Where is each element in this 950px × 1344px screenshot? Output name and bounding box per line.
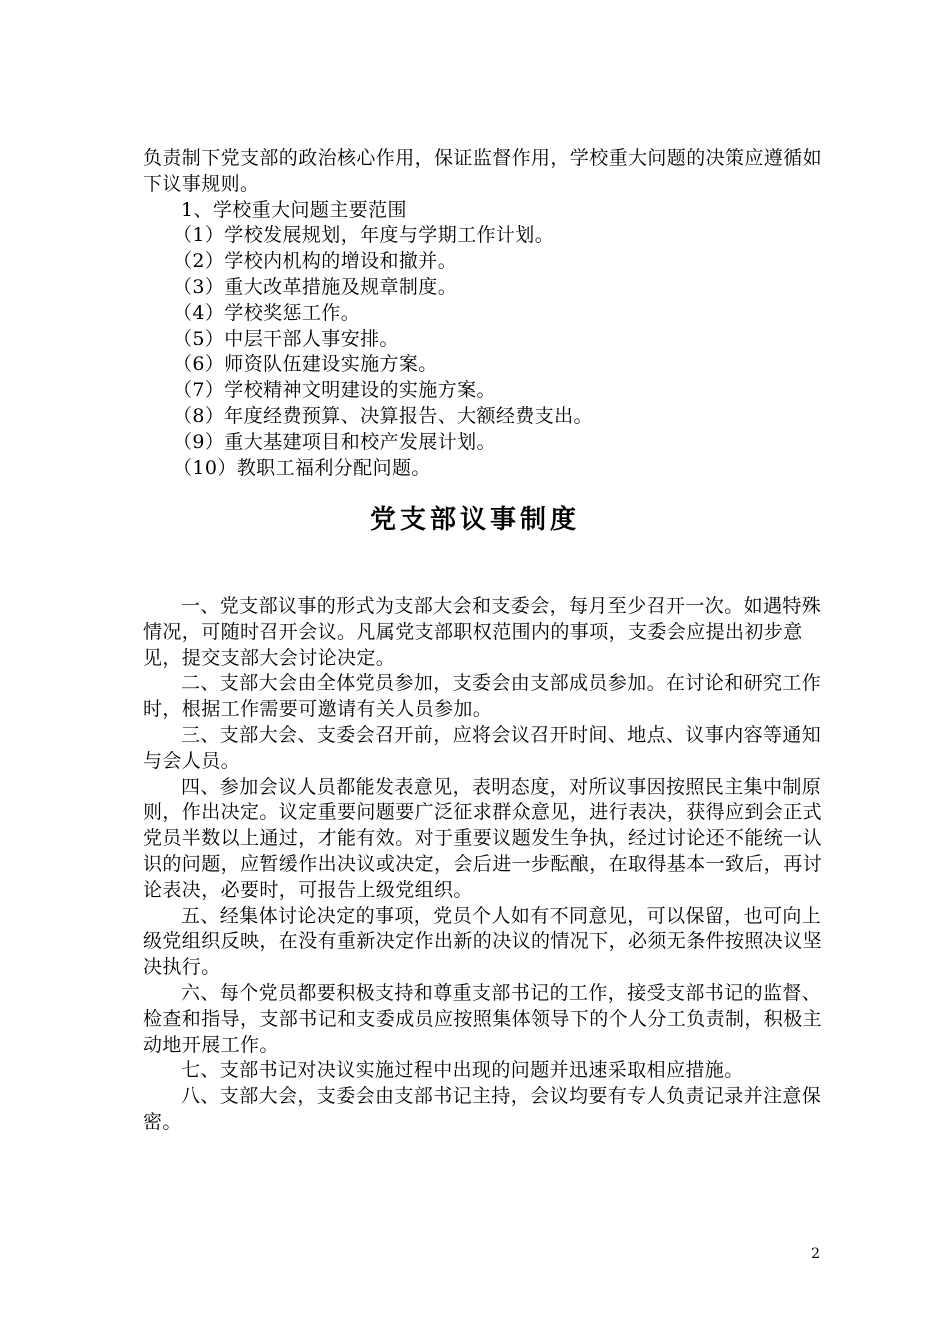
list-item: （1）学校发展规划，年度与学期工作计划。 <box>173 224 555 247</box>
rule-paragraph: 一、党支部议事的形式为支部大会和支委会，每月至少召开一次。如遇特殊情况，可随时召开会议。凡属党支部职权范围内的事项，支委会应提出初步意见，提交支部大会讨论决定。 <box>143 595 822 669</box>
list-item: （2）学校内机构的增设和撤并。 <box>173 250 458 273</box>
intro-paragraph: 负责制下党支部的政治核心作用，保证监督作用，学校重大问题的决策应遵循如下议事规则。 <box>143 147 823 195</box>
list-item: （10）教职工福利分配问题。 <box>173 456 431 479</box>
rule-paragraph: 三、支部大会、支委会召开前，应将会议召开时间、地点、议事内容等通知与会人员。 <box>143 723 822 772</box>
top-section <box>143 146 823 481</box>
page-number: 2 <box>811 1246 820 1262</box>
rule-paragraph: 四、参加会议人员都能发表意见，表明态度，对所议事因按照民主集中制原则，作出决定。议定重要问题要广泛征求群众意见，进行表决，获得应到会正式党员半数以上通过，才能有效。对于重要议题发生争执，经过讨论还不能统一认识的问题，应暂缓作出决议或决定，会后进一步酝酿，在取得基本一致后，再讨论表决，必要时，可报告上级党组织。 <box>143 775 823 901</box>
section-title: 党支部议事制度 <box>369 505 580 535</box>
rule-paragraph: 五、经集体讨论决定的事项，党员个人如有不同意见，可以保留，也可向上级党组织反映，在没有重新决定作出新的决议的情况下，必须无条件按照决议坚决执行。 <box>143 904 823 979</box>
subheading: 1、学校重大问题主要范围 <box>181 198 407 221</box>
list-item: （5）中层干部人事安排。 <box>173 327 399 350</box>
list-item: （9）重大基建项目和校产发展计划。 <box>173 430 496 453</box>
rule-paragraph: 八、支部大会，支委会由支部书记主持，会议均要有专人负责记录并注意保密。 <box>143 1085 822 1133</box>
rules-section <box>143 594 823 1136</box>
rule-paragraph: 二、支部大会由全体党员参加，支委会由支部成员参加。在讨论和研究工作时，根据工作需要可邀请有关人员参加。 <box>143 672 822 721</box>
rule-paragraph: 七、支部书记对决议实施过程中出现的问题并迅速采取相应措施。 <box>181 1059 744 1082</box>
list-item: （6）师资队伍建设实施方案。 <box>173 353 438 376</box>
list-item: （7）学校精神文明建设的实施方案。 <box>173 379 496 402</box>
list-item: （8）年度经费预算、决算报告、大额经费支出。 <box>173 404 593 427</box>
list-item: （4）学校奖惩工作。 <box>173 301 361 324</box>
list-item: （3）重大改革措施及规章制度。 <box>173 275 458 298</box>
rule-paragraph: 六、每个党员都要积极支持和尊重支部书记的工作，接受支部书记的监督、检查和指导，支部书记和支委成员应按照集体领导下的个人分工负责制，积极主动地开展工作。 <box>143 981 823 1056</box>
